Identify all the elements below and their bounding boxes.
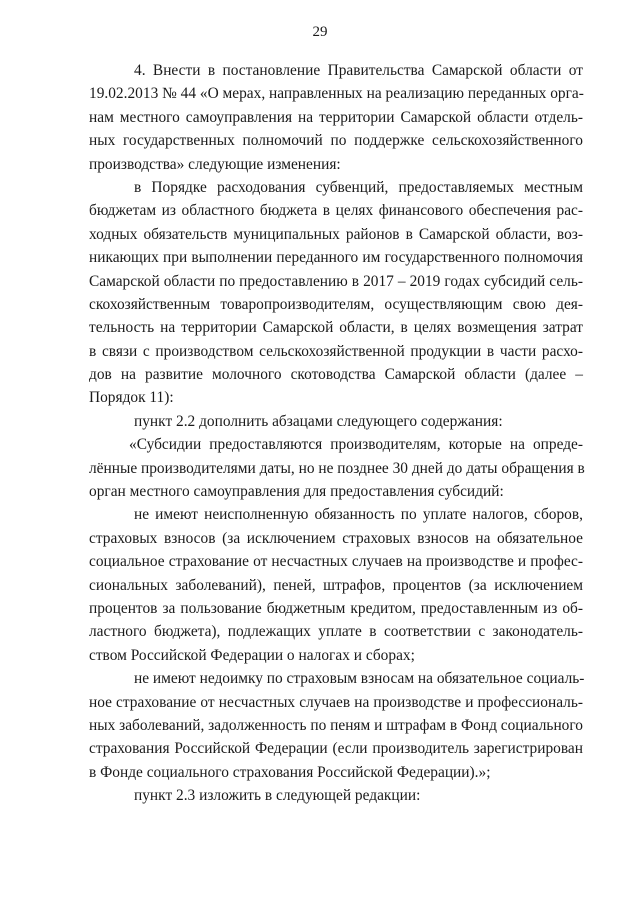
paragraph-line: сиональных заболеваний), пеней, штрафов, процентов (за исключением — [89, 576, 583, 594]
paragraph-line: социальное страхование от несчастных случаев на производстве и профес- — [89, 553, 583, 571]
paragraph-line: страхования Российской Федерации (если производитель зарегистрирован — [89, 740, 583, 758]
paragraph-line: пункт 2.2 дополнить абзацами следующего содержания: — [134, 412, 503, 430]
paragraph-4 — [89, 433, 583, 503]
paragraph-line: в Порядке расходования субвенций, предоставляемых местным — [134, 178, 583, 196]
paragraph-line: ных государственных полномочий по поддержке сельскохозяйственного — [89, 132, 583, 150]
paragraph-line: ством Российской Федерации о налогах и сборах; — [89, 646, 415, 664]
paragraph-line: не имеют недоимку по страховым взносам на обязательное социаль- — [134, 670, 585, 688]
paragraph-line: в связи с производством сельскохозяйственной продукции в части расхо- — [89, 342, 583, 360]
paragraph-line: пункт 2.3 изложить в следующей редакции: — [134, 787, 421, 805]
paragraph-3 — [89, 410, 583, 433]
paragraph-line: ное страхование от несчастных случаев на производстве и профессиональ- — [89, 693, 583, 711]
paragraph-7 — [89, 784, 583, 807]
paragraph-line: производства» следующие изменения: — [89, 155, 341, 173]
paragraph-1 — [89, 59, 583, 176]
document-body — [89, 59, 583, 808]
paragraph-line: дов на развитие молочного скотоводства Самарской области (далее – — [89, 366, 583, 384]
paragraph-6 — [89, 667, 583, 784]
paragraph-line: лённые производителями даты, но не позднее 30 дней до даты обращения в — [89, 459, 585, 477]
paragraph-line: орган местного самоуправления для предоставления субсидий: — [89, 483, 504, 501]
paragraph-line: Порядок 11): — [89, 389, 174, 407]
paragraph-line: ластного бюджета), подлежащих уплате в соответствии с законодатель- — [89, 623, 583, 641]
paragraph-line: нам местного самоуправления на территории Самарской области отдель- — [89, 108, 583, 126]
paragraph-line: в Фонде социального страхования Российской Федерации).»; — [89, 763, 491, 781]
paragraph-line: тельность на территории Самарской области, в целях возмещения затрат — [89, 319, 583, 337]
paragraph-line: ходных обязательств муниципальных районов в Самарской области, воз- — [89, 225, 583, 243]
page-number: 29 — [312, 24, 328, 40]
paragraph-line: никающих при выполнении переданного им государственного полномочия — [89, 249, 583, 267]
paragraph-5 — [89, 503, 583, 667]
paragraph-line: ных заболеваний, задолженность по пеням и штрафам в Фонд социального — [89, 716, 583, 734]
paragraph-line: Самарской области по предоставлению в 2017 – 2019 годах субсидий сель- — [89, 272, 583, 290]
paragraph-line: не имеют неисполненную обязанность по уплате налогов, сборов, — [134, 506, 583, 524]
paragraph-line: процентов за пользование бюджетным кредитом, предоставленным из об- — [89, 599, 583, 617]
paragraph-line: «Субсидии предоставляются производителям, которые на опреде- — [129, 436, 583, 454]
paragraph-line: скохозяйственным товаропроизводителям, осуществляющим свою дея- — [89, 295, 583, 313]
paragraph-line: 19.02.2013 № 44 «О мерах, направленных на реализацию переданных орга- — [89, 85, 584, 103]
paragraph-2 — [89, 176, 583, 410]
paragraph-line: бюджетам из областного бюджета в целях финансового обеспечения рас- — [89, 202, 583, 220]
paragraph-line: страховых взносов (за исключением страховых взносов на обязательное — [89, 529, 583, 547]
paragraph-line: 4. Внести в постановление Правительства Самарской области от — [134, 62, 583, 79]
